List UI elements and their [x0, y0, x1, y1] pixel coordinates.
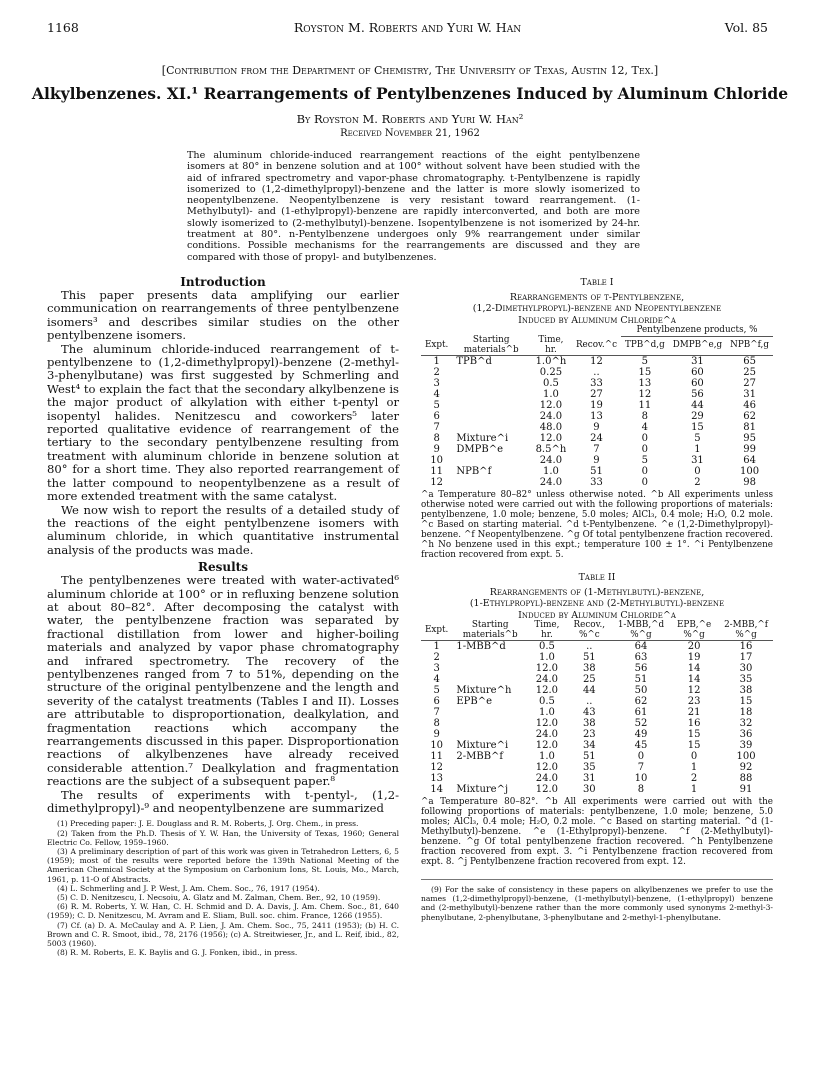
- table1-cell: [452, 367, 530, 378]
- contribution-line: [Contribution from the Department of Chemistry, The University of Texas, Austin 12, Tex.]: [161, 64, 659, 77]
- table1-cell: 33: [590, 477, 603, 488]
- table2-cell: 45: [634, 740, 648, 751]
- results-heading: Results: [198, 560, 248, 575]
- table1-cell: 0: [641, 444, 649, 455]
- table2-cell: 50: [634, 685, 648, 696]
- table2-cell: 56: [634, 663, 648, 674]
- table1-cell: 27: [743, 378, 756, 389]
- table1-cell: 0.25: [539, 367, 563, 378]
- table2-header-row: [421, 621, 773, 641]
- table1-cell: 12: [590, 356, 603, 367]
- table2-cell: [452, 762, 528, 773]
- table2-cell: [452, 674, 528, 685]
- table2-cell: 91: [739, 784, 753, 795]
- table2-cell: 30: [582, 784, 596, 795]
- table1-cell: 100: [740, 466, 760, 477]
- received-date: Received November 21, 1962: [340, 128, 480, 139]
- table2-cell: 1.0: [538, 652, 555, 663]
- table1-cell: 7: [433, 422, 440, 433]
- table1-cell: 24.0: [539, 411, 563, 422]
- table2-cell: 39: [739, 740, 753, 751]
- table2-cell: 13: [430, 773, 444, 784]
- table2-row: [421, 707, 773, 718]
- table2-cell: 12: [430, 762, 444, 773]
- table1-cell: 27: [590, 389, 603, 400]
- table2-cell: 8: [433, 718, 440, 729]
- table2-cell: ..: [586, 696, 593, 707]
- table2-cell: 1: [690, 762, 698, 773]
- table2-column-header: Time, hr.: [528, 621, 566, 641]
- table2-cell: [452, 652, 528, 663]
- table2-cell: 25: [582, 674, 596, 685]
- table2-cell: EPB^e: [456, 696, 493, 707]
- table2-caption: Induced by Aluminum Chloride^a: [518, 609, 676, 621]
- table1-cell: 6: [433, 411, 440, 422]
- table1-cell: 81: [743, 422, 756, 433]
- table1-cell: 8: [433, 433, 440, 444]
- table1-cell: 31: [691, 455, 704, 466]
- table2-row: [421, 773, 773, 784]
- table1-row: [421, 444, 773, 455]
- intro-paragraph: We now wish to report the results of a detailed study of the reactions of the eight pentylbenzene isomers with aluminum chloride, in which quantitative instrumental analysis of the products was made.: [47, 502, 399, 557]
- table2-row: [421, 762, 773, 773]
- table2-cell: 10: [430, 740, 444, 751]
- table1-cell: 12.0: [539, 400, 563, 411]
- table2-cell: 51: [582, 652, 596, 663]
- table1-column-header: DMPB^e,g: [669, 336, 726, 356]
- table1-cell: 8.5^h: [535, 444, 567, 455]
- table2-cell: [452, 707, 528, 718]
- results-paragraph: The results of experiments with t-pentyl-, (1,2-dimethylpropyl)-⁹ and neopentylbenzene are summarized: [47, 787, 399, 816]
- table2-cell: 7: [637, 762, 645, 773]
- table2-cell: 12.0: [535, 663, 559, 674]
- table2-cell: 4: [433, 674, 440, 685]
- table1-cell: 8: [641, 411, 649, 422]
- table1-cell: 13: [590, 411, 603, 422]
- table2-cell: 23: [687, 696, 701, 707]
- table2-row: [421, 718, 773, 729]
- table1-cell: 1: [433, 356, 440, 367]
- table1-column-header: NPB^f,g: [726, 336, 773, 356]
- table1-caption: Induced by Aluminum Chloride^a: [518, 314, 676, 326]
- table2-cell: 51: [582, 751, 596, 762]
- table1-caption: (1,2-Dimethylpropyl)-benzene and Neopentylbenzene: [472, 303, 722, 314]
- table2-cell: Mixture^j: [456, 784, 509, 795]
- running-authors: Royston M. Roberts and Yuri W. Han: [293, 20, 522, 35]
- table1-cell: 1.0^h: [535, 356, 567, 367]
- byline: By Royston M. Roberts and Yuri W. Han²: [296, 112, 524, 126]
- table1-cell: 9: [593, 455, 600, 466]
- table2-cell: 15: [739, 696, 753, 707]
- table1-cell: 15: [638, 367, 652, 378]
- table1-cell: 1: [694, 444, 701, 455]
- footnote: (7) Cf. (a) D. A. McCaulay and A. P. Lien, J. Am. Chem. Soc., 75, 2411 (1953); (b) H. C. Brown and C. R. Smoot, ibid., 78, 2176 (1956); (c) A. Streitwieser, Jr., and L. Reif, ibid., 82, 5003 (1960).: [47, 920, 399, 949]
- table1-row: [421, 378, 773, 389]
- table1-cell: 33: [590, 378, 603, 389]
- table1-cell: 5: [641, 356, 649, 367]
- table2-cell: 10: [634, 773, 648, 784]
- table2-cell: 12.0: [535, 762, 559, 773]
- footnote: (2) Taken from the Ph.D. Thesis of Y. W. Han, the University of Texas, 1960; General Electric Co. Fellow, 1959–1960.: [47, 828, 399, 847]
- table1-cell: 62: [743, 411, 756, 422]
- table1-cell: [452, 411, 530, 422]
- table1-cell: 12.0: [539, 433, 563, 444]
- table2-cell: 20: [687, 641, 701, 652]
- table2-cell: 2: [433, 652, 440, 663]
- table2-row: [421, 751, 773, 762]
- table2-cell: 35: [739, 674, 753, 685]
- table2-cell: [452, 718, 528, 729]
- table2-cell: 0: [637, 751, 645, 762]
- table1-caption: Rearrangements of t-Pentylbenzene,: [509, 291, 685, 303]
- table2-cell: 63: [634, 652, 648, 663]
- table2-cell: 38: [739, 685, 753, 696]
- table1-cell: 64: [743, 455, 756, 466]
- table1-row: [421, 433, 773, 444]
- table2-column-header: Recov., %^c: [566, 621, 613, 641]
- table2-cell: 12.0: [535, 718, 559, 729]
- table2-row: [421, 685, 773, 696]
- footnote: (1) Preceding paper: J. E. Douglass and R. M. Roberts, J. Org. Chem., in press.: [57, 819, 359, 829]
- table1-cell: 0: [641, 433, 649, 444]
- table2: [421, 621, 773, 795]
- table1-group-header: Pentylbenzene products, %: [621, 326, 773, 336]
- table1-cell: 24.0: [539, 455, 563, 466]
- volume-label: Vol. 85: [724, 20, 768, 35]
- table2-row: [421, 674, 773, 685]
- table1-cell: 5: [433, 400, 440, 411]
- table1-cell: 44: [691, 400, 704, 411]
- table2-cell: 17: [739, 652, 753, 663]
- table1-row: [421, 466, 773, 477]
- table2-cell: 1.0: [538, 707, 555, 718]
- table1-cell: [452, 422, 530, 433]
- table1-cell: 12: [430, 477, 444, 488]
- left-column: [47, 275, 399, 957]
- table2-cell: 12.0: [535, 740, 559, 751]
- table2-cell: 24.0: [535, 773, 559, 784]
- table1-cell: 0: [641, 477, 649, 488]
- footnotes-left: [47, 819, 399, 957]
- table2-row: [421, 784, 773, 795]
- table2-cell: 0: [690, 751, 698, 762]
- table1-row: [421, 389, 773, 400]
- table2-cell: 43: [582, 707, 596, 718]
- table2-label: Table II: [578, 572, 616, 583]
- table2-cell: 19: [687, 652, 701, 663]
- table1-cell: 11: [430, 466, 444, 477]
- table1-cell: 2: [694, 477, 701, 488]
- table1-cell: 3: [433, 378, 440, 389]
- table1-cell: 12: [638, 389, 652, 400]
- table2-row: [421, 641, 773, 653]
- table1-cell: 24.0: [539, 477, 563, 488]
- table2-cell: 18: [739, 707, 753, 718]
- table2-column-header: 1-MBB,^d %^g: [613, 621, 669, 641]
- table2-cell: 9: [433, 729, 440, 740]
- table2-cell: 92: [739, 762, 753, 773]
- article-title: Alkylbenzenes. XI.¹ Rearrangements of Pentylbenzenes Induced by Aluminum Chloride: [31, 84, 789, 103]
- table2-cell: 1.0: [538, 751, 555, 762]
- footnote: (5) C. D. Nenitzescu, I. Necsoiu, A. Glatz and M. Zalman, Chem. Ber., 92, 10 (1959).: [57, 893, 381, 903]
- table2-cell: 32: [739, 718, 753, 729]
- table2-notes: ^a Temperature 80–82°. ^b All experiments were carried out with the following proportions of materials: pentylbenzene, 1.0 mole; benzene, 5.0 moles; AlCl₃, 0.4 mole; H₂O, 0.2 mole. ^c Based on starting material. ^d (1-Methylbutyl)-benzene. ^e (1-Ethylpropyl)-benzene. ^f (2-Methylbutyl)-benzene. ^g Of total pentylbenzene fraction recovered. ^h Pentylbenzene fraction recovered from expt. 3. ^i Pentylbenzene fraction recovered from expt. 8. ^j Pentylbenzene fraction recovered from expt. 12.: [421, 797, 773, 867]
- table2-cell: 14: [687, 663, 701, 674]
- table2-column-header: EPB,^e %^g: [669, 621, 719, 641]
- table2-row: [421, 740, 773, 751]
- table2-cell: 11: [430, 751, 444, 762]
- table2-cell: 100: [736, 751, 756, 762]
- table1-cell: 95: [743, 433, 756, 444]
- table1-cell: 60: [691, 378, 704, 389]
- table2-cell: 51: [634, 674, 648, 685]
- table1-row: [421, 356, 773, 368]
- intro-paragraph: The aluminum chloride-induced rearrangement of t-pentylbenzene to (1,2-dimethylpropyl)-benzene (2-methyl-3-phenylbutane) was first suggested by Schmerling and West⁴ to explain the fact that the secondary alkylbenzene is the major product of alkylation with either t-pentyl or isopentyl halides. Nenitzescu and coworkers⁵ later reported qualitative evidence of rearrangement of the tertiary to the secondary pentylbenzene resulting from treatment with aluminum chloride in benzene solution at 80° for a short time. They also reported rearrangement of the latter compound to neopentylbenzene as a result of more extended treatment with the same catalyst.: [47, 341, 399, 504]
- table1-cell: 0: [641, 466, 649, 477]
- table2-cell: 38: [582, 663, 596, 674]
- table1-cell: 15: [691, 422, 704, 433]
- table1-cell: 11: [638, 400, 652, 411]
- table2-cell: 38: [582, 718, 596, 729]
- table1-cell: 51: [590, 466, 603, 477]
- table1-cell: TPB^d: [456, 356, 492, 367]
- table2-cell: 23: [582, 729, 596, 740]
- table2-column-header: 2-MBB,^f %^g: [719, 621, 773, 641]
- table2-column-header: Starting materials^b: [452, 621, 528, 641]
- table2-cell: [452, 663, 528, 674]
- table1-cell: 31: [743, 389, 756, 400]
- table2-cell: 16: [739, 641, 753, 652]
- table1-row: [421, 411, 773, 422]
- table2-cell: ..: [586, 641, 593, 652]
- table1-column-header: Expt.: [421, 336, 452, 356]
- footnote: (4) L. Schmerling and J. P. West, J. Am. Chem. Soc., 76, 1917 (1954).: [57, 883, 320, 893]
- table2-row: [421, 696, 773, 707]
- table1-column-header: TPB^d,g: [621, 336, 669, 356]
- table1-cell: 13: [638, 378, 652, 389]
- table2-cell: 14: [430, 784, 444, 795]
- table2-cell: 61: [634, 707, 648, 718]
- table1-cell: 5: [641, 455, 649, 466]
- abstract: The aluminum chloride-induced rearrangement reactions of the eight pentylbenzene isomers at 80° in benzene solution and at 100° without solvent have been studied with the aid of infrared spectrometry and vapor-phase chromatography. t-Pentylbenzene is rapidly isomerized to (1,2-dimethylpropyl)-benzene and the latter is more slowly isomerized to neopentylbenzene. Neopentylbenzene is very resistant toward rearrangement. (1-Methylbutyl)- and (1-ethylpropyl)-benzene are rapidly interconverted, and both are more slowly isomerized to (2-methylbutyl)-benzene. Isopentylbenzene is not isomerized by 24-hr. treatment at 80°. n-Pentylbenzene undergoes only 9% rearrangement under similar conditions. Possible mechanisms for the rearrangements are discussed and they are compared with those of propyl- and butylbenzenes.: [187, 150, 640, 263]
- table1-cell: 9: [433, 444, 440, 455]
- table2-cell: 64: [634, 641, 648, 652]
- table2-cell: Mixture^h: [456, 685, 512, 696]
- table1-cell: ..: [593, 367, 600, 378]
- table2-cell: 24.0: [535, 674, 559, 685]
- table1-cell: 7: [593, 444, 600, 455]
- table2-cell: 2-MBB^f: [456, 751, 504, 762]
- table2-cell: 44: [582, 685, 596, 696]
- table2-cell: 15: [687, 729, 701, 740]
- table2-cell: 14: [687, 674, 701, 685]
- table1-notes: ^a Temperature 80–82° unless otherwise noted. ^b All experiments unless otherwise noted were carried out with the following proportions of materials: pentylbenzene, 1.0 mole; benzene, 5.0 moles; AlCl₃, 0.4 mole; H₂O, 0.2 mole. ^c Based on starting material. ^d t-Pentylbenzene. ^e (1,2-Dimethylpropyl)-benzene. ^f Neopentylbenzene. ^g Of total pentylbenzene fraction recovered. ^h No benzene used in this expt.; temperature 100 ± 1°. ^i Pentylbenzene fraction recovered from expt. 5.: [421, 490, 773, 560]
- table2-cell: 62: [634, 696, 648, 707]
- running-header: [47, 20, 768, 38]
- table1-cell: 98: [743, 477, 756, 488]
- table1-cell: 1.0: [542, 389, 559, 400]
- table2-cell: [452, 773, 528, 784]
- table2-cell: 12.0: [535, 784, 559, 795]
- table2-cell: 35: [582, 762, 596, 773]
- table2-caption: Rearrangements of (1-Methylbutyl)-benzene,: [489, 586, 705, 598]
- footnote: (6) R. M. Roberts, Y. W. Han, C. H. Schmid and D. A. Davis, J. Am. Chem. Soc., 81, 640 (1959); C. D. Nenitzescu, M. Avram and E. Sliam, Bull. soc. chim. France, 1266 (1955).: [47, 902, 399, 921]
- table1-row: [421, 455, 773, 466]
- table1-cell: 2: [433, 367, 440, 378]
- page-number: 1168: [47, 20, 79, 35]
- table2-cell: 1-MBB^d: [456, 641, 506, 652]
- table1-cell: [452, 378, 530, 389]
- table2-cell: 0.5: [538, 641, 555, 652]
- table2-cell: 16: [687, 718, 701, 729]
- table1-cell: [452, 400, 530, 411]
- table2-cell: 12.0: [535, 685, 559, 696]
- table1-cell: 31: [691, 356, 704, 367]
- table1-cell: 65: [743, 356, 756, 367]
- table2-cell: 1: [690, 784, 698, 795]
- table2-cell: 52: [634, 718, 648, 729]
- table2-cell: 7: [433, 707, 440, 718]
- table2-cell: 12: [687, 685, 701, 696]
- table2-cell: 36: [739, 729, 753, 740]
- table1-row: [421, 477, 773, 488]
- table2-column-header: Expt.: [421, 621, 452, 641]
- table1-cell: 1.0: [542, 466, 559, 477]
- footnote-right: (9) For the sake of consistency in these papers on alkylbenzenes we prefer to use the names (1,2-dimethylpropyl)-benzene, (1-methylbutyl)-benzene, (1-ethylpropyl) benzene and (2-methylbutyl)-benzene rather than the more commonly used synonyms 2-methyl-3-phenylbutane, 2-phenylbutane, 3-phenylbutane and 2-methyl-1-phenylbutane.: [421, 879, 773, 922]
- table1-cell: 4: [433, 389, 440, 400]
- footnote: (8) R. M. Roberts, E. K. Baylis and G. J. Fonken, ibid., in press.: [57, 948, 298, 958]
- table2-cell: 31: [582, 773, 596, 784]
- table1-cell: 24: [590, 433, 603, 444]
- table1-cell: [452, 389, 530, 400]
- table1-cell: 60: [691, 367, 704, 378]
- table1-cell: 46: [743, 400, 756, 411]
- table1-cell: [452, 455, 530, 466]
- table1-cell: 56: [691, 389, 704, 400]
- table1-cell: 99: [743, 444, 756, 455]
- table1-row: [421, 422, 773, 433]
- table2-cell: [452, 729, 528, 740]
- table2-cell: 34: [582, 740, 596, 751]
- table1-row: [421, 367, 773, 378]
- table2-cell: 0.5: [538, 696, 555, 707]
- table2-caption: (1-Ethylpropyl)-benzene and (2-Methylbutyl)-benzene: [469, 598, 725, 609]
- table1-cell: 29: [691, 411, 704, 422]
- table2-cell: 15: [687, 740, 701, 751]
- table1-column-header: Time, hr.: [530, 336, 572, 356]
- table2-cell: 24.0: [535, 729, 559, 740]
- table1: [421, 326, 773, 488]
- table1-cell: 19: [590, 400, 603, 411]
- table2-row: [421, 729, 773, 740]
- table2-cell: 88: [739, 773, 753, 784]
- table1-column-header: Recov.^c: [572, 336, 621, 356]
- table2-cell: 2: [690, 773, 698, 784]
- table1-header-row: [421, 336, 773, 356]
- intro-paragraph: This paper presents data amplifying our earlier communication on rearrangements of three pentylbenzene isomers³ and describes similar studies on the other pentylbenzene isomers.: [47, 288, 399, 343]
- table2-cell: 1: [433, 641, 440, 652]
- table2-cell: 49: [634, 729, 648, 740]
- footnote: (3) A preliminary description of part of this work was given in Tetrahedron Letters, 6, 5 (1959); most of the results were reported before the 139th National Meeting of the American Chemical Society at the Symposium on Carbonium Ions, St. Louis, Mo., March, 1961, p. 11-O of Abstracts.: [47, 847, 399, 884]
- table2-cell: 30: [739, 663, 753, 674]
- table1-cell: NPB^f: [456, 466, 492, 477]
- table1-cell: 10: [430, 455, 444, 466]
- table2-row: [421, 652, 773, 663]
- results-paragraph: The pentylbenzenes were treated with water-activated⁶ aluminum chloride at 100° or in refluxing benzene solution at about 80–82°. After decomposing the catalyst with water, the pentylbenzene fraction was separated by fractional distillation from lower and higher-boiling materials and analyzed by vapor phase chromatography and infrared spectrometry. The recovery of the pentylbenzenes ranged from 7 to 51%, depending on the structure of the original pentylbenzene and the length and severity of the catalyst treatments (Tables I and II). Losses are attributable to disproportionation, dealkylation, and fragmentation reactions which accompany the rearrangements discussed in this paper. Disproportionation reactions of alkylbenzenes have already received considerable attention.⁷ Dealkylation and fragmentation reactions are the subject of a subsequent paper.⁸: [47, 573, 399, 789]
- table2-row: [421, 663, 773, 674]
- table1-cell: 0.5: [542, 378, 559, 389]
- table2-cell: 5: [433, 685, 440, 696]
- table1-cell: 4: [641, 422, 649, 433]
- intro-heading: Introduction: [180, 275, 266, 289]
- table2-cell: 3: [433, 663, 440, 674]
- table1-cell: 5: [694, 433, 701, 444]
- table1-cell: Mixture^i: [456, 433, 509, 444]
- table1-label: Table I: [580, 277, 614, 288]
- table2-cell: 8: [637, 784, 645, 795]
- table1-cell: 25: [743, 367, 756, 378]
- table1-cell: [452, 477, 530, 488]
- table1-cell: DMPB^e: [456, 444, 503, 455]
- table2-cell: 21: [687, 707, 701, 718]
- table1-cell: 48.0: [539, 422, 563, 433]
- table1-cell: 9: [593, 422, 600, 433]
- table1-column-header: Starting materials^b: [452, 336, 530, 356]
- table2-cell: 6: [433, 696, 440, 707]
- table1-row: [421, 400, 773, 411]
- table2-cell: Mixture^i: [456, 740, 509, 751]
- table1-cell: 0: [694, 466, 701, 477]
- right-column: [421, 277, 773, 922]
